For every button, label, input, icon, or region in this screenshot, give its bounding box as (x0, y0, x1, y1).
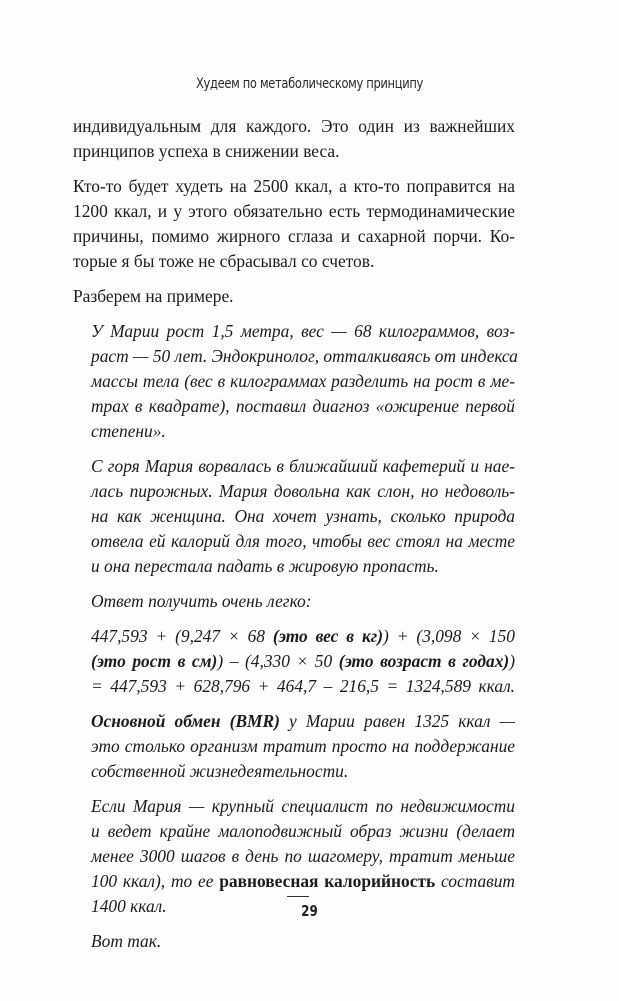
page-body (73, 114, 518, 964)
text-line: трах в квадрате), поставил диагноз «ожирение первой (91, 396, 515, 416)
formula-line: = 447,593 + 628,796 + 464,7 – 216,5 = 1324,589 ккал. (91, 676, 515, 696)
text-line: причины, помимо жирного сглаза и сахарной порчи. Ко- (73, 226, 515, 246)
paragraph-example-intro (73, 284, 515, 309)
closing-paragraph (91, 929, 515, 954)
text-line: 1400 ккал. (91, 896, 167, 916)
formula-part: 447,593 + (9,247 × 68 (91, 626, 273, 646)
formula-annotation: (это вес в кг) (272, 626, 384, 646)
formula-part: ) + (3,098 × 150 (383, 626, 515, 646)
text-line: степени». (91, 421, 166, 441)
text-line: Кто-то будет худеть на 2500 ккал, а кто-то поправится на (73, 176, 515, 196)
equilibrium-term: равновесная калорийность (219, 871, 436, 891)
activity-paragraph (91, 794, 515, 919)
text-part: у Марии равен 1325 ккал — (279, 711, 515, 731)
footer-rule (287, 896, 309, 897)
formula-annotation: (это возраст в годах) (338, 651, 510, 671)
text-line: Если Мария — крупный специалист по недвижимости (91, 796, 515, 816)
text-line: 1200 ккал, и у этого обязательно есть термодинамические (73, 201, 515, 221)
page-number: 29 (301, 902, 318, 920)
text-line: раст — 50 лет. Эндокринолог, отталкиваясь от индекса (91, 346, 518, 366)
text-line: С горя Мария ворвалась в ближайший кафетерий и нае- (91, 456, 515, 476)
bmr-paragraph (91, 709, 515, 784)
text-line: на как женщина. Она хочет узнать, сколько природа (91, 506, 515, 526)
bmr-term: Основной обмен (BMR) (91, 711, 280, 731)
formula-part: ) (509, 651, 515, 671)
text-line: торые я бы тоже не сбрасывал со счетов. (73, 251, 375, 271)
text-line: массы тела (вес в килограммах разделить на рост в ме- (91, 371, 515, 391)
text-line: собственной жизнедеятельности. (91, 761, 349, 781)
text-line: У Марии рост 1,5 метра, вес — 68 килограммов, воз- (91, 321, 515, 341)
running-head: Худеем по метаболическому принципу (196, 76, 423, 92)
bmr-formula (91, 624, 515, 699)
text-part: 100 ккал), то ее (91, 871, 220, 891)
example-paragraph-answer (91, 589, 515, 614)
text-line (91, 869, 515, 894)
paragraph-calories (73, 174, 515, 274)
example-block (91, 319, 518, 954)
text-line: Вот так. (91, 931, 162, 951)
example-paragraph-maria (91, 319, 518, 444)
text-part: составит (435, 871, 515, 891)
formula-line (91, 624, 515, 649)
text-line: отвела ей калорий для того, чтобы вес стоял на месте (91, 531, 515, 551)
text-line: Разберем на примере. (73, 286, 234, 306)
example-paragraph-cafe (91, 454, 515, 579)
text-line: и она перестала падать в жировую пропасть. (91, 556, 439, 576)
text-line: принципов успеха в снижении веса. (73, 141, 340, 161)
text-line: менее 3000 шагов в день по шагомеру, тратит меньше (91, 846, 515, 866)
formula-line (91, 649, 515, 674)
formula-annotation: (это рост в см) (91, 651, 218, 671)
text-line (91, 709, 515, 734)
text-line: лась пирожных. Мария довольна как слон, но недоволь- (91, 481, 515, 501)
text-line: индивидуальным для каждого. Это один из важнейших (73, 116, 515, 136)
paragraph-intro (73, 114, 515, 164)
formula-part: ) – (4,330 × 50 (217, 651, 339, 671)
text-line: это столько организм тратит просто на поддержание (91, 736, 515, 756)
text-line: Ответ получить очень легко: (91, 591, 312, 611)
text-line: и ведет крайне малоподвижный образ жизни (делает (91, 821, 515, 841)
